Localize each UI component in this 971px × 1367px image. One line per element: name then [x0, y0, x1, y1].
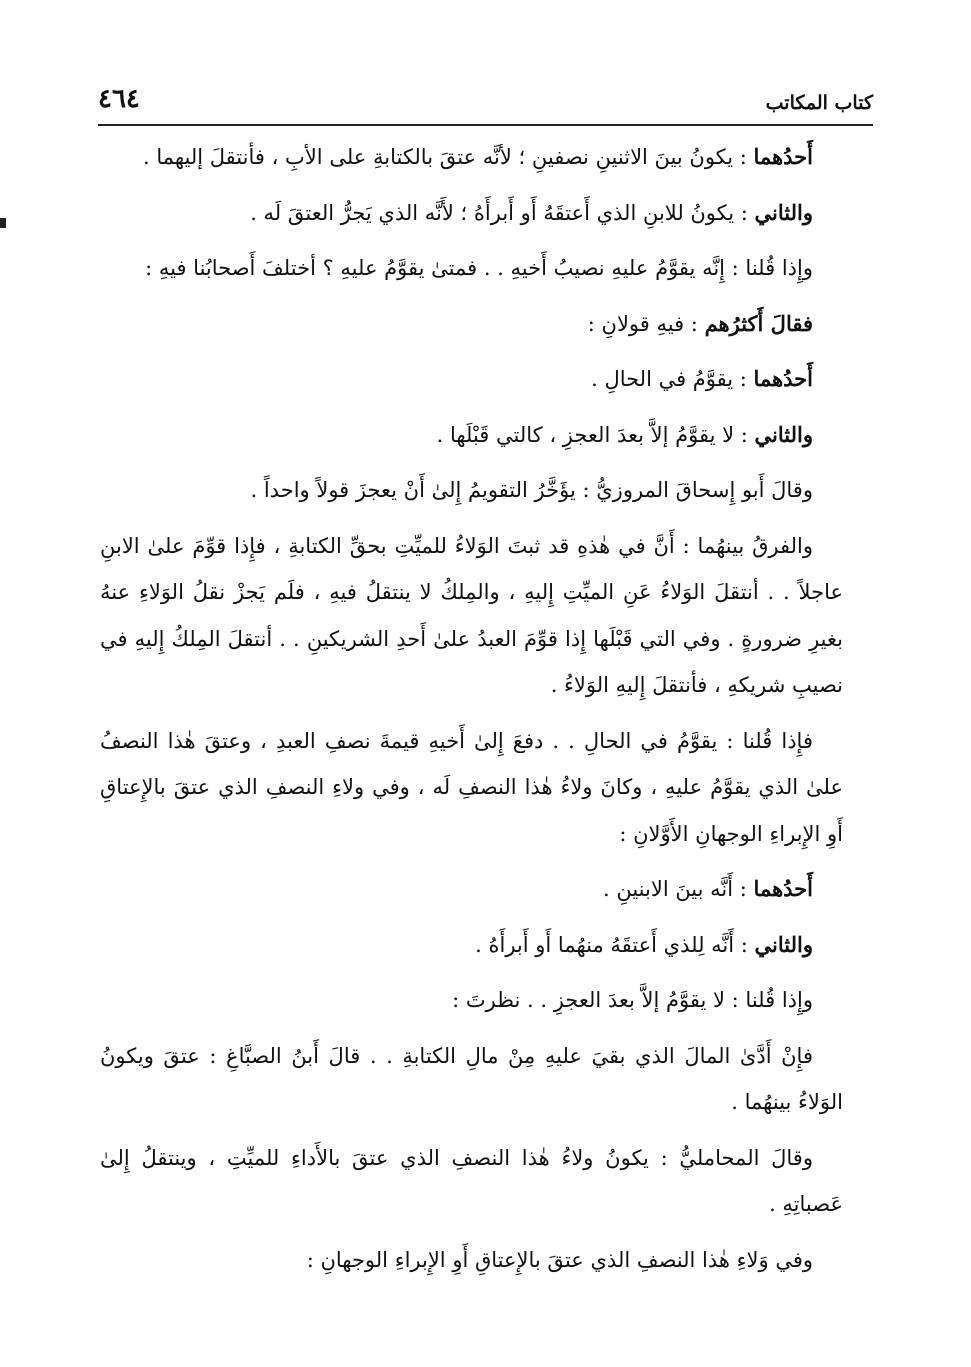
paragraph [100, 301, 843, 348]
paragraph [100, 1237, 843, 1284]
paragraph [100, 977, 843, 1024]
paragraph [100, 718, 843, 858]
paragraph [100, 134, 843, 181]
paragraph-lead: أَحدُهما [753, 876, 813, 901]
paragraph-text: وإِذا قُلنا : لا يقوَّمُ إلاَّ بعدَ العجزِ . . نظرتَ : [452, 988, 813, 1012]
paragraph-text: فإِنْ أَدَّىٰ المالَ الذي بقيَ عليهِ مِنْ مالِ الكتابةِ . . قالَ أَبنُ الصبَّاغِ : عتقَ ويكونُ الوَلاءُ بينهُما . [100, 1043, 843, 1114]
paragraph-text: : يقوَّمُ في الحالِ . [591, 367, 754, 391]
paragraph-text: : يكونُ للابنِ الذي أَعتقَهُ أَو أَبرأَهُ ؛ لأَنَّه الذي يَجرُّ العتقَ لَه . [250, 200, 755, 225]
paragraph-text: : أَنَّه لِلذي أَعتقَهُ منهُما أَو أَبرأَهُ . [475, 932, 755, 957]
paragraph [100, 866, 843, 913]
paragraph-lead: والثاني [754, 421, 813, 447]
paragraph-lead: والثاني [754, 199, 813, 225]
paragraph-text: : أَنَّه بينَ الابنينِ . [602, 877, 754, 901]
header-rule [98, 124, 873, 126]
paragraph [100, 1033, 843, 1126]
paragraph [100, 412, 843, 459]
paragraph [100, 1135, 843, 1228]
paragraph-lead: والثاني [754, 931, 813, 957]
paragraph-text: وقالَ أَبو إِسحاقَ المروزيُّ : يؤَخَّرُ التقويمُ إِلىٰ أَنْ يعجزَ قولاً واحداً . [250, 478, 813, 502]
paragraph-lead: أَحدُهما [753, 144, 813, 169]
paragraph-text: وقالَ المحامليُّ : يكونُ ولاءُ هٰذا النصفِ الذي عتقَ بالأَداءِ للميِّتِ ، وينتقلُ إِلىٰ عَصباتِهِ . [100, 1145, 843, 1216]
body-text [100, 134, 843, 1292]
paragraph-text: : فيهِ قولانِ : [587, 311, 705, 336]
paragraph [100, 190, 843, 237]
paragraph [100, 467, 843, 514]
paragraph-text: وإِذا قُلنا : إِنَّه يقوَّمُ عليهِ نصيبُ أَخيهِ . . فمتىٰ يقوَّمُ عليهِ ؟ أختلفَ أَصحابُنا فيهِ : [145, 256, 813, 280]
paragraph-lead: أَحدُهما [753, 366, 813, 391]
paragraph [100, 523, 843, 709]
paragraph [100, 245, 843, 292]
paragraph-text: : لا يقوَّمُ إلاَّ بعدَ العجزِ ، كالتي قَبْلَها . [436, 422, 755, 447]
running-title: كتاب المكاتب [765, 92, 873, 114]
margin-mark [0, 218, 6, 228]
paragraph-text: فإِذا قُلنا : يقوَّمُ في الحالِ . . دفعَ إِلىٰ أَخيهِ قيمةَ نصفِ العبدِ ، وعتقَ هٰذا النصفُ علىٰ الذي يقوَّمُ عليهِ ، وكانَ ولاءُ هٰذا النصفِ لَه ، وفي ولاءِ النصفِ الذي عتقَ بالإِعتاقِ أَوِ الإِبراءِ الوجهانِ الأَوَّلانِ : [100, 728, 843, 846]
paragraph-lead: فقالَ أَكثرُهم [704, 310, 813, 336]
page-header [98, 80, 873, 120]
paragraph-text: وفي وَلاءِ هٰذا النصفِ الذي عتقَ بالإِعتاقِ أَوِ الإِبراءِ الوجهانِ : [306, 1247, 813, 1272]
paragraph-text: والفرقُ بينهُما : أَنَّ في هٰذهِ قد ثبتَ الوَلاءُ للميِّتِ بحقِّ الكتابةِ ، فإِذا قوِّمَ علىٰ الابنِ عاجلاً . . أنتقلَ الوَلاءُ عَنِ الميِّتِ إِليهِ ، والمِلكُ لا ينتقلُ فيهِ ، فلَم يَجزْ نقلُ الوَلاءِ عنهُ بغيرِ ضرورةٍ . وفي التي قَبْلَها إِذا قوِّمَ العبدُ علىٰ أَحدِ الشريكينِ . . أنتقلَ المِلكُ إِليهِ في نصيبِ شريكهِ ، فأنتقلَ إِليهِ الوَلاءُ . [100, 533, 843, 697]
paragraph [100, 356, 843, 403]
paragraph-text: : يكونُ بينَ الاثنينِ نصفينِ ؛ لأنَّه عتقَ بالكتابةِ على الأبِ ، فأنتقلَ إليهما . [142, 145, 754, 169]
page-number: ٤٦٤ [98, 84, 140, 114]
paragraph [100, 922, 843, 969]
